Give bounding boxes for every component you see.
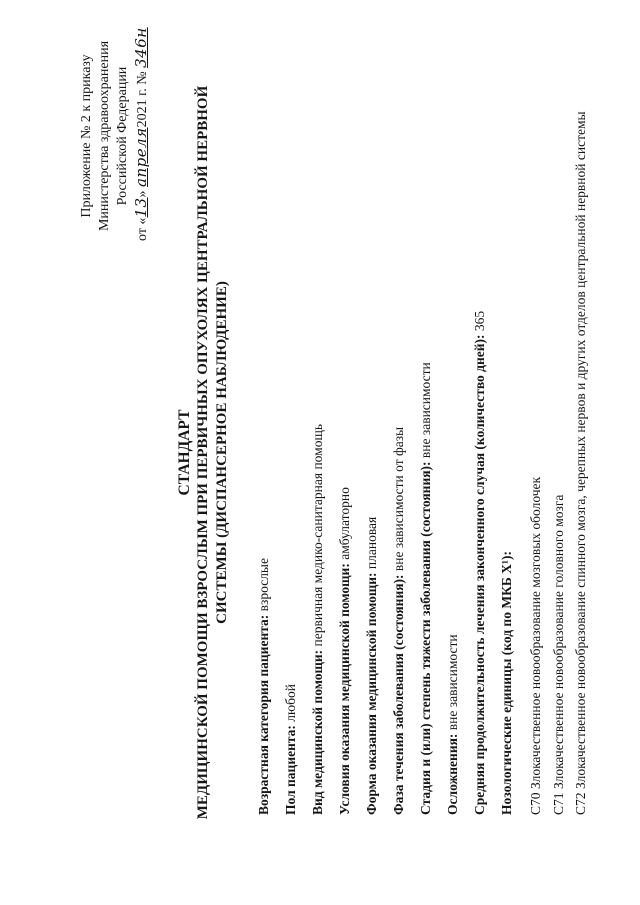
field-disease-phase: Фаза течения заболевания (состояния): вне зависимости от фазы — [391, 426, 406, 815]
icd-name: Злокачественное новообразование спинного мозга, черепных нервов и других отделов центральной нервной системы — [573, 111, 588, 789]
approval-line-1: Приложение № 2 к приказу — [79, 54, 94, 218]
list-item — [570, 35, 591, 815]
approval-stamp-block — [78, 27, 152, 241]
field-disease-stage: Стадия и (или) степень тяжести заболевания (состояния): вне зависимости — [418, 362, 433, 815]
icd-code: C70 — [528, 792, 543, 815]
approval-year: 2021 г. № — [135, 71, 150, 128]
field-care-conditions: Условия оказания медицинской помощи: амбулаторно — [337, 487, 352, 815]
list-item — [524, 35, 547, 815]
icd-code: C72 — [573, 792, 588, 815]
list-item — [547, 35, 570, 815]
standard-fields — [250, 35, 591, 815]
approval-date-mid: » — [135, 190, 150, 198]
field-complications: Осложнения: вне зависимости — [445, 634, 460, 815]
approval-day: 13 — [132, 197, 150, 218]
title-heading: СТАНДАРТ — [176, 409, 193, 496]
approval-line-2: Министерства здравоохранения — [97, 40, 112, 232]
approval-line-3: Российской Федерации — [115, 66, 130, 206]
field-care-form: Форма оказания медицинской помощи: плановая — [364, 516, 379, 815]
field-care-type: Вид медицинской помощи: первичная медико-санитарная помощь — [310, 423, 325, 815]
document-title — [176, 0, 232, 905]
approval-month: апреля — [132, 127, 150, 187]
icd-name: Злокачественное новообразование мозговых оболочек — [528, 476, 543, 789]
approval-number: 346н — [132, 27, 150, 68]
field-treatment-duration: Средняя продолжительность лечения законченного случая (количество дней): 365 — [472, 310, 487, 815]
icd-name: Злокачественное новообразование головного мозга — [551, 494, 566, 789]
icd-code-list — [524, 35, 591, 815]
icd-code: C71 — [551, 792, 566, 815]
title-line-1: МЕДИЦИНСКОЙ ПОМОЩИ ВЗРОСЛЫМ ПРИ ПЕРВИЧНЫХ ОПУХОЛЯХ ЦЕНТРАЛЬНОЙ НЕРВНОЙ — [195, 85, 211, 820]
approval-date-line — [132, 27, 152, 241]
field-age-category: Возрастная категория пациента: взрослые — [256, 558, 271, 815]
field-sex: Пол пациента: любой — [283, 684, 298, 815]
approval-date-prefix: от « — [135, 217, 150, 241]
title-line-2: СИСТЕМЫ (ДИСПАНСЕРНОЕ НАБЛЮДЕНИЕ) — [214, 281, 230, 624]
field-nosological-units: Нозологические единицы (код по МКБ X¹): — [499, 551, 514, 815]
